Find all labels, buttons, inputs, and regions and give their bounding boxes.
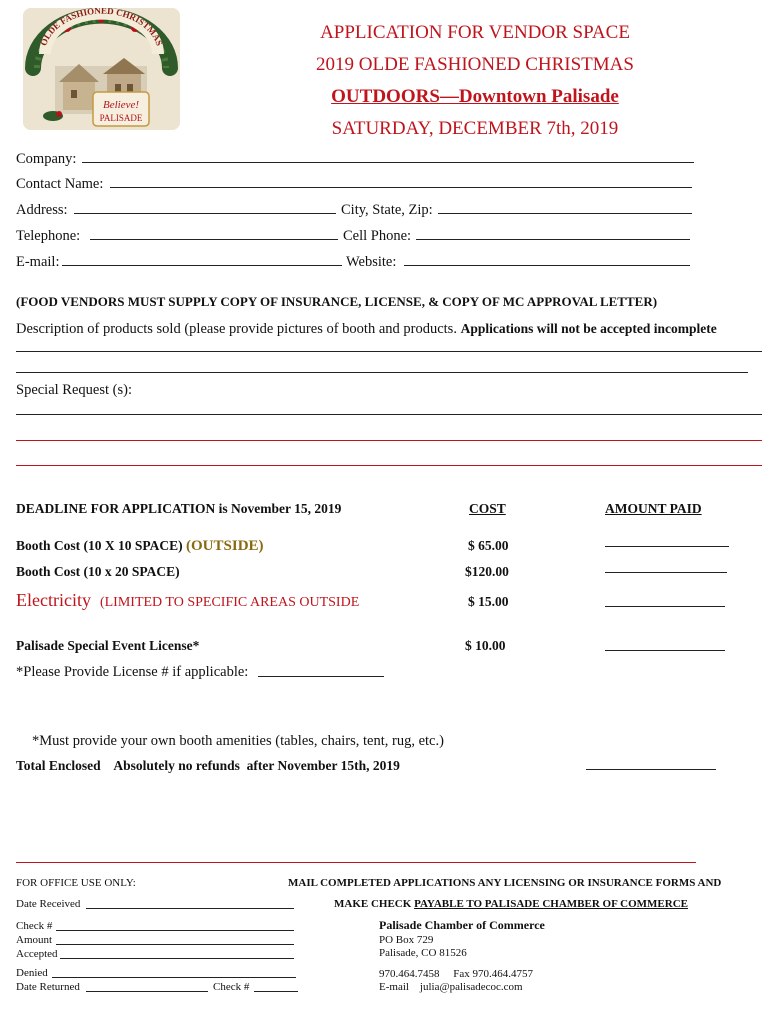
logo-arc-text: OLDE FASHIONED CHRISTMAS [38, 8, 165, 48]
booth-small-label: Booth Cost (10 X 10 SPACE) [16, 538, 183, 553]
electricity-row [16, 590, 359, 611]
amenities-note: *Must provide your own booth amenities (tables, chairs, tent, rug, etc.) [32, 733, 444, 749]
deadline-text: DEADLINE FOR APPLICATION is November 15, 2019 [16, 501, 342, 516]
date-returned-input[interactable] [86, 991, 208, 992]
electricity-cost: $ 15.00 [468, 594, 509, 609]
description-line-1[interactable] [16, 351, 762, 352]
accepted-input[interactable] [60, 958, 294, 959]
amount-paid-header: AMOUNT PAID [605, 501, 702, 516]
company-input[interactable] [82, 162, 694, 163]
description-text: Description of products sold (please provide pictures of booth and products. [16, 321, 457, 337]
special-request-line-2[interactable] [16, 440, 762, 441]
mail-instructions-2b: PAYABLE TO PALISADE CHAMBER OF COMMERCE [414, 898, 688, 910]
total-enclosed-text: Total Enclosed Absolutely no refunds after November 15th, 2019 [16, 758, 400, 773]
website-label: Website: [346, 254, 397, 270]
city-input[interactable] [438, 213, 692, 214]
electricity-paid-input[interactable] [605, 606, 725, 607]
check2-input[interactable] [254, 991, 298, 992]
license-number-label: *Please Provide License # if applicable: [16, 664, 249, 680]
logo-believe-text: Believe! [102, 99, 140, 111]
title-line3-text: OUTDOORS—Downtown Palisade [331, 86, 619, 107]
license-number-input[interactable] [258, 676, 384, 677]
telephone-label: Telephone: [16, 228, 81, 244]
check-input[interactable] [56, 930, 294, 931]
title-line4: SATURDAY, DECEMBER 7th, 2019 [331, 118, 619, 139]
booth-small-paid-input[interactable] [605, 546, 729, 547]
title-line3 [180, 86, 770, 108]
email-label: E-mail: [16, 254, 60, 270]
address-input[interactable] [74, 213, 336, 214]
description-warning: Applications will not be accepted incomplete [460, 321, 717, 336]
total-enclosed-input[interactable] [586, 769, 716, 770]
website-input[interactable] [404, 265, 690, 266]
cell-label: Cell Phone: [343, 228, 412, 244]
email-input[interactable] [62, 265, 342, 266]
title-line2: 2019 OLDE FASHIONED CHRISTMAS [316, 54, 634, 75]
license-cost: $ 10.00 [465, 638, 506, 653]
chamber-logo [23, 8, 180, 130]
check-label: Check # [16, 920, 53, 932]
date-received-label: Date Received [16, 898, 81, 910]
title-line1: APPLICATION FOR VENDOR SPACE [320, 22, 630, 43]
booth-outside-tag: (OUTSIDE) [186, 538, 264, 554]
telephone-input[interactable] [90, 239, 338, 240]
cost-header: COST [469, 501, 506, 516]
mail-org: Palisade Chamber of Commerce [379, 918, 545, 932]
electricity-note: (LIMITED TO SPECIFIC AREAS OUTSIDE [99, 595, 360, 610]
denied-label: Denied [16, 967, 48, 979]
booth-large-label: Booth Cost (10 x 20 SPACE) [16, 564, 180, 579]
amount-input[interactable] [56, 944, 294, 945]
booth-large-cost: $120.00 [465, 564, 509, 579]
date-received-input[interactable] [86, 908, 294, 909]
company-label: Company: [16, 151, 77, 167]
mail-instructions-2a: MAKE CHECK [334, 898, 415, 910]
wreath-logo-graphic [23, 8, 180, 130]
city-label: City, State, Zip: [341, 202, 433, 218]
special-request-line-3[interactable] [16, 465, 762, 466]
booth-large-paid-input[interactable] [605, 572, 727, 573]
denied-input[interactable] [52, 977, 296, 978]
special-request-label: Special Request (s): [16, 382, 132, 398]
mail-instructions-2 [334, 898, 688, 910]
special-request-line-1[interactable] [16, 414, 762, 415]
mail-phone: 970.464.7458 Fax 970.464.4757 [379, 968, 533, 980]
address-label: Address: [16, 202, 68, 218]
electricity-label: Electricity [16, 590, 91, 610]
booth-small-cost: $ 65.00 [468, 538, 509, 553]
license-paid-input[interactable] [605, 650, 725, 651]
contact-label: Contact Name: [16, 176, 104, 192]
cell-input[interactable] [416, 239, 690, 240]
mail-email[interactable]: E-mail julia@palisadecoc.com [379, 981, 523, 993]
food-vendor-notice: (FOOD VENDORS MUST SUPPLY COPY OF INSURANCE, LICENSE, & COPY OF MC APPROVAL LETTER) [16, 294, 658, 309]
description-label [16, 321, 717, 338]
date-returned-label: Date Returned [16, 981, 80, 993]
office-separator [16, 862, 696, 863]
accepted-label: Accepted [16, 948, 58, 960]
license-label: Palisade Special Event License* [16, 638, 200, 653]
logo-palisade-text: PALISADE [99, 113, 143, 123]
mail-city: Palisade, CO 81526 [379, 947, 467, 959]
office-use-title: FOR OFFICE USE ONLY: [16, 877, 136, 889]
amount-label: Amount [16, 934, 53, 946]
description-line-2[interactable] [16, 372, 748, 373]
contact-input[interactable] [110, 187, 692, 188]
booth-small-row [16, 538, 264, 555]
mail-po: PO Box 729 [379, 934, 434, 946]
check2-label: Check # [213, 981, 250, 993]
mail-instructions-1: MAIL COMPLETED APPLICATIONS ANY LICENSING OR INSURANCE FORMS AND [288, 877, 722, 889]
